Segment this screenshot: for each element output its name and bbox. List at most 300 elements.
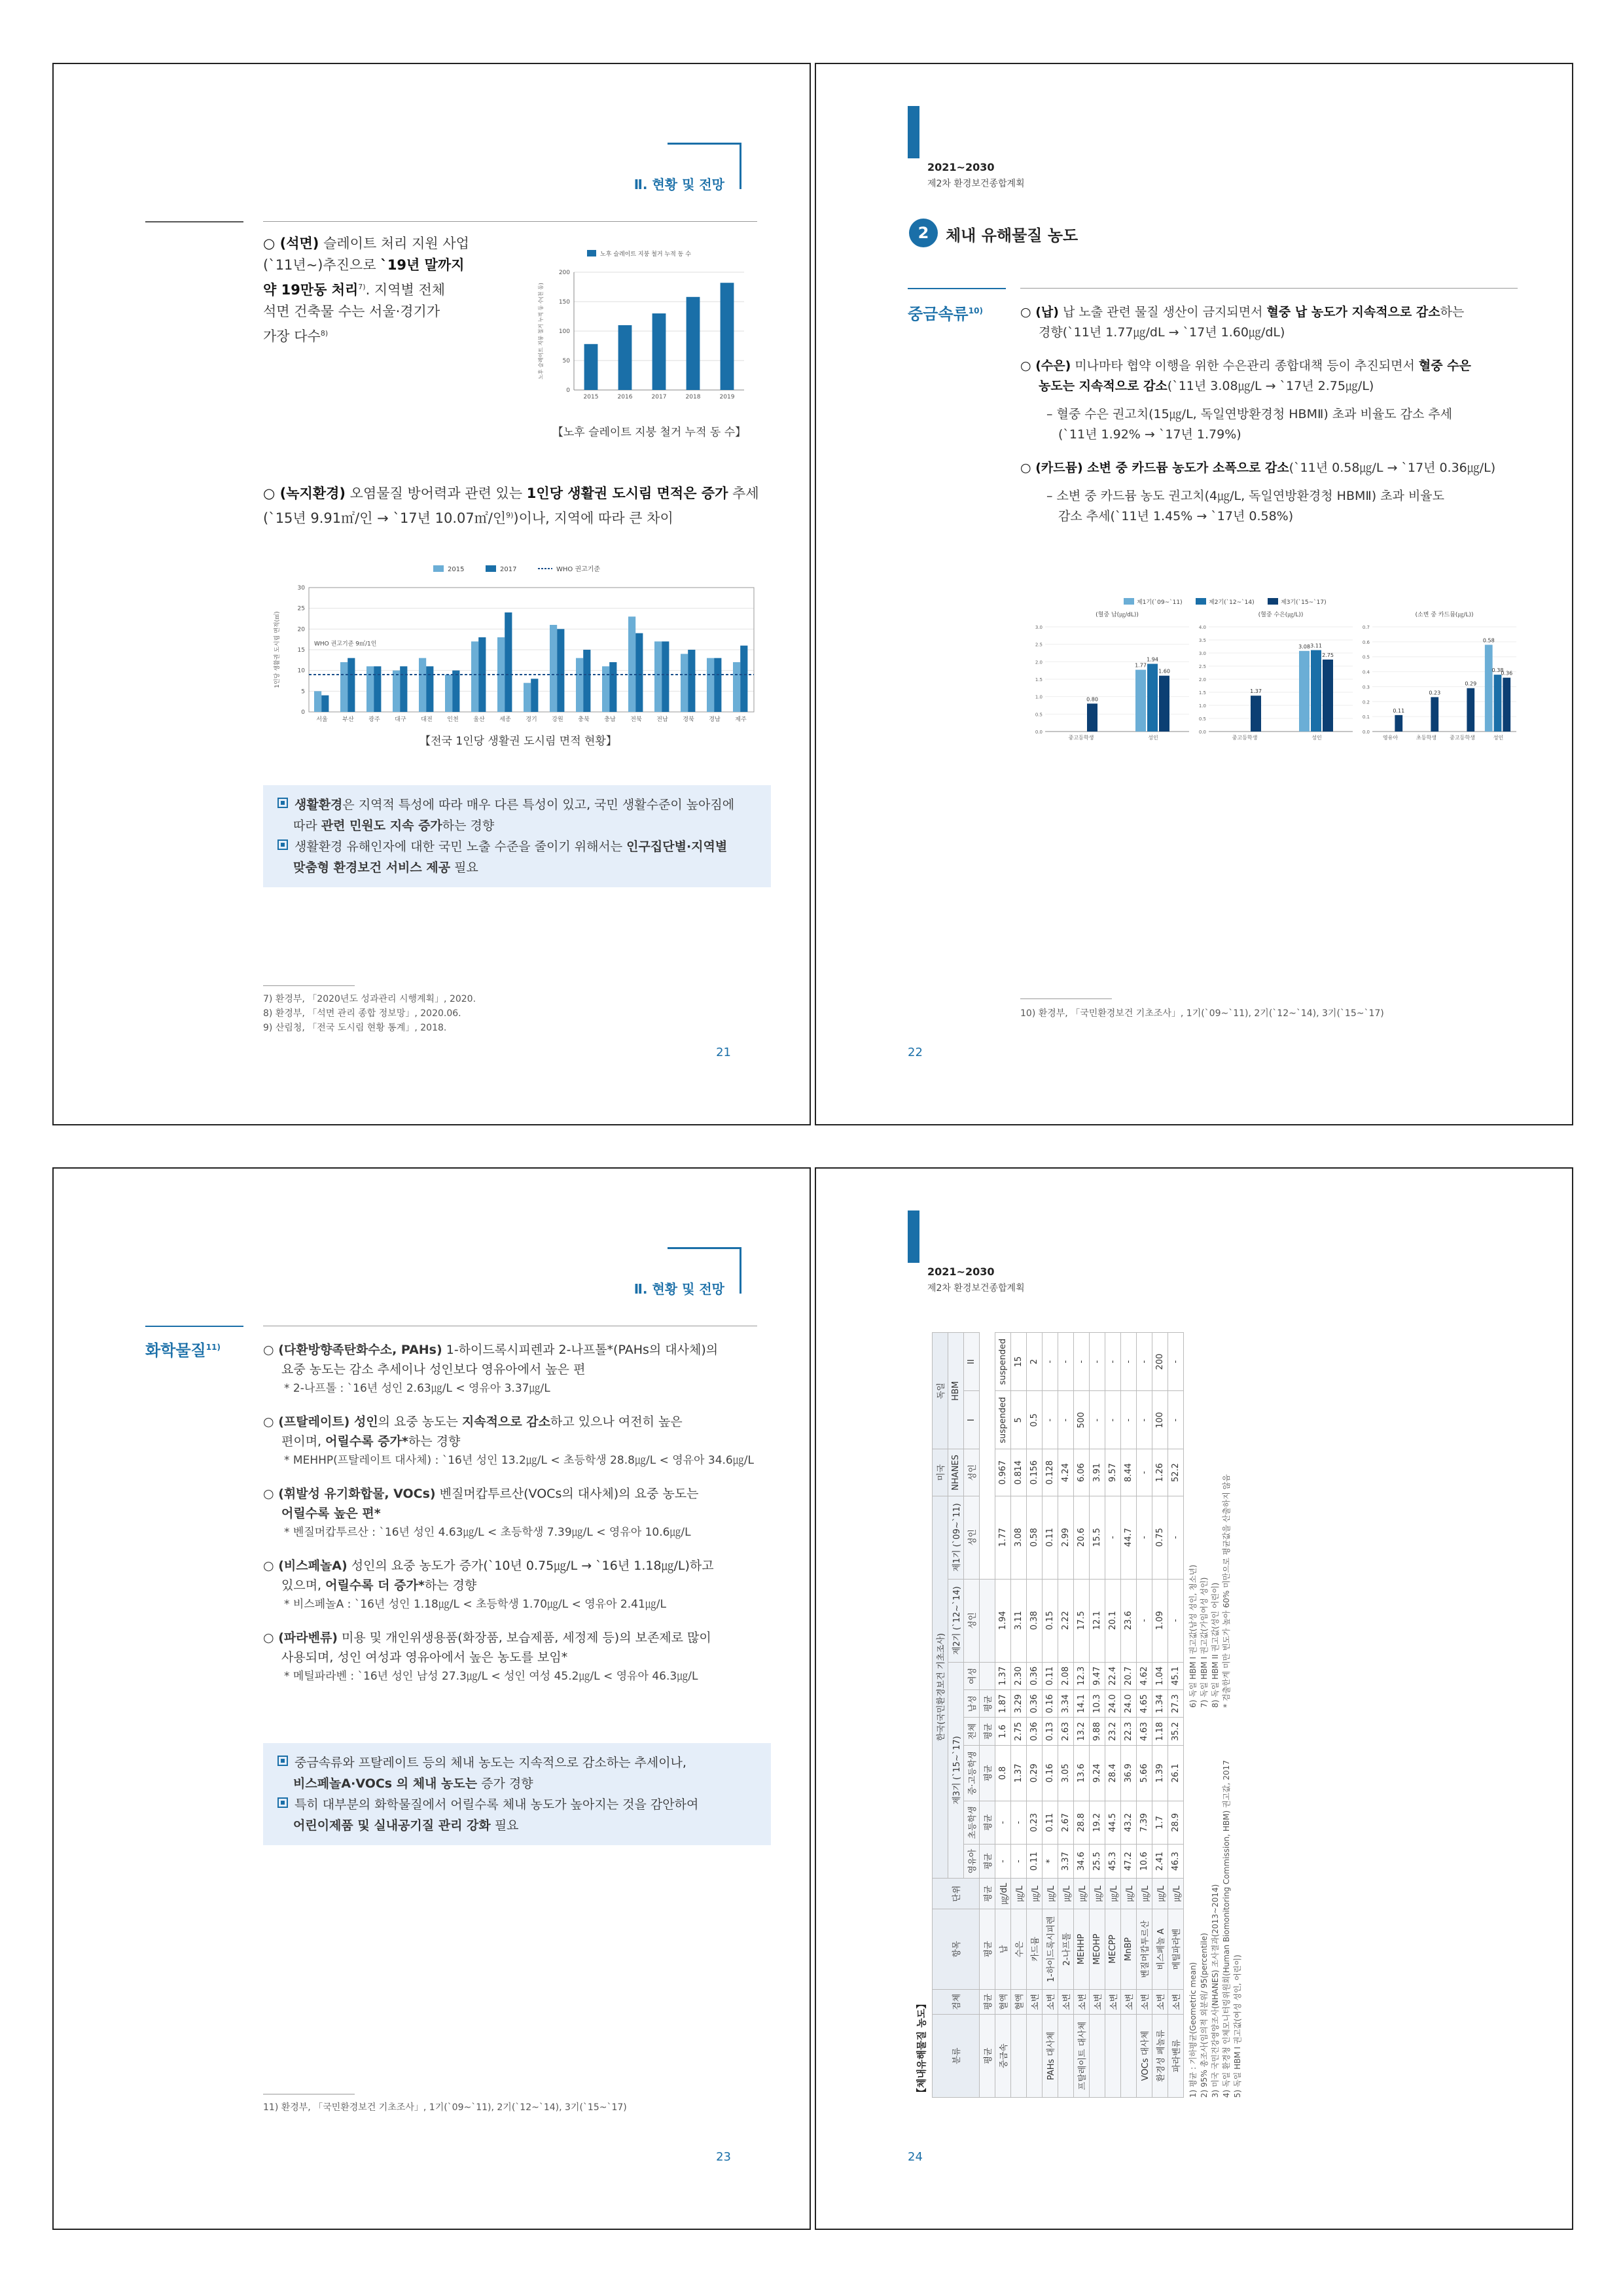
value-cell: 28.4	[1105, 1745, 1121, 1801]
square-bullet-icon	[277, 1797, 288, 1808]
value-cell: 12.3	[1074, 1662, 1090, 1689]
th-korea: 한국(국민환경보건 기초조사)	[933, 1496, 948, 1879]
footnote-divider	[1020, 998, 1112, 999]
value-cell: 27.3	[1168, 1690, 1184, 1718]
table-note: 1) 평균 : 기하평균(Geometric mean)	[1188, 1962, 1198, 2098]
value-cell: 0.967	[995, 1449, 1011, 1496]
table-row	[1137, 1333, 1152, 2098]
value-cell: -	[1168, 1496, 1184, 1579]
legend-swatch-2015	[433, 565, 444, 572]
th-germany: 독일	[933, 1333, 948, 1449]
panel-title: (혈중 납(㎍/dL))	[1096, 612, 1139, 618]
box-l4a: 어린이제품 및 실내공기질 관리 강화	[293, 1818, 491, 1833]
bar	[1323, 660, 1333, 732]
value-cell: 0.8	[995, 1745, 1011, 1801]
row-header-cell: ㎍/L	[1105, 1879, 1121, 1909]
value-cell: 4.65	[1137, 1690, 1152, 1718]
value-cell: 3.29	[1011, 1690, 1027, 1718]
th-stat: 평균	[980, 1909, 995, 1990]
footnote-10: 10) 환경부, 「국민환경보건 기초조사」, 1기(`09~`11), 2기(`12~`14), 3기(`15~`17)	[1020, 1008, 1384, 1019]
table-row	[995, 1333, 1011, 2098]
value-cell: 2.41	[1152, 1845, 1168, 1879]
th-col: 초등학생	[964, 1801, 980, 1844]
phthalate-t1: 의 요중 농도는	[378, 1415, 462, 1429]
value-cell: suspended	[995, 1333, 1011, 1391]
bar-2015	[393, 671, 400, 712]
box-l3: 특히 대부분의 화학물질에서 어릴수록 체내 농도가 높아지는 것을 감안하여	[294, 1797, 699, 1812]
data-label: 2.75	[1322, 652, 1334, 658]
th-specimen: 검체	[933, 1989, 980, 2014]
page-number: 22	[908, 1046, 923, 1059]
row-header-cell: ㎍/L	[1058, 1879, 1074, 1909]
panel-title: (혈중 수은(㎍/L))	[1258, 612, 1304, 618]
th-usa: 미국	[933, 1449, 948, 1496]
row-header-cell	[1011, 2015, 1027, 2098]
x-tick-label: 2016	[617, 394, 633, 400]
paraben-sub: * 메틸파라벤 : `16년 성인 남성 27.3㎍/L < 성인 여성 45.2㎍/L < 영유아 46.3㎍/L	[284, 1670, 698, 1683]
y-tick-label: 0.5	[1362, 654, 1370, 660]
th-col: I	[964, 1391, 980, 1449]
row-header-cell: 1-하이드록시피렌	[1043, 1909, 1058, 1990]
slate-text-4: 석면 건축물 수는 서울·경기가	[263, 304, 440, 319]
square-bullet-icon	[277, 798, 288, 808]
x-tick-label: 인천	[447, 716, 459, 723]
value-cell: -	[1105, 1333, 1121, 1391]
box-l4b: 필요	[450, 860, 478, 875]
row-header-cell: 혈액	[1011, 1989, 1027, 2014]
legend-label: 노후 슬레이트 지붕 철거 누적 동 수	[600, 251, 691, 258]
square-bullet-icon	[277, 1756, 288, 1766]
x-tick-label: 성인	[1311, 735, 1322, 741]
value-cell: 1.37	[1011, 1745, 1027, 1801]
table-row	[1105, 1333, 1121, 2098]
bpa-t2a: 있으며,	[281, 1578, 326, 1593]
page-21	[52, 63, 811, 1125]
data-label: 1.37	[1250, 688, 1262, 695]
box-l2b: 증가 경향	[477, 1776, 533, 1791]
x-tick-label: 2015	[583, 394, 599, 400]
row-header-cell: ㎍/L	[1043, 1879, 1058, 1909]
x-tick-label: 영유아	[1382, 735, 1399, 741]
value-cell: -	[995, 1801, 1011, 1844]
side-divider	[145, 1326, 243, 1327]
table-note: 7) 독일 HBM I 권고값(가임여성 성인)	[1200, 1577, 1209, 1708]
row-header-cell: MECPP	[1105, 1909, 1121, 1990]
bar-2015	[524, 683, 531, 712]
side-divider	[908, 288, 1006, 289]
value-cell: 15.5	[1090, 1496, 1105, 1579]
box-l1a: 생활환경	[294, 798, 343, 812]
row-header-cell: PAHs 대사체	[1043, 2015, 1058, 2098]
value-cell: suspended	[995, 1391, 1011, 1449]
value-cell: 1.26	[1152, 1449, 1168, 1496]
x-tick-label: 중고등학생	[1232, 735, 1258, 741]
value-cell: -	[1168, 1579, 1184, 1662]
bar-2017	[400, 666, 407, 712]
table-note: 8) 독일 HBM II 권고값(성인 어린이)	[1211, 1582, 1220, 1708]
phthalate-b3: 어릴수록 증가*	[325, 1434, 408, 1449]
row-header-cell	[1090, 2015, 1105, 2098]
square-bullet-icon	[277, 839, 288, 850]
green-text-1b: 추세	[728, 486, 759, 501]
x-tick-label: 충북	[578, 716, 590, 723]
value-cell: -	[1105, 1391, 1121, 1449]
summary-box	[263, 1743, 771, 1845]
bar-2015	[707, 658, 714, 712]
value-cell: 0.11	[1043, 1801, 1058, 1844]
value-cell: -	[1137, 1496, 1152, 1579]
row-header-cell: MEHHP	[1074, 1909, 1090, 1990]
th-stat: 평균	[980, 1745, 995, 1801]
data-label: 1.94	[1147, 656, 1158, 663]
table-row	[1168, 1333, 1184, 2098]
x-tick-label: 전북	[630, 716, 642, 723]
x-tick-label: 중고등학생	[1450, 735, 1475, 741]
value-cell: 20.6	[1074, 1496, 1090, 1579]
row-header-cell	[1121, 2015, 1137, 2098]
paraben-t1: 미용 및 개인위생용품(화장품, 보습제품, 세정제 등)의 보존제로 많이	[337, 1631, 711, 1645]
hg-sub-t1: – 혈중 수은 권고치(15㎍/L, 독일연방환경청 HBMⅡ) 초과 비율도 감소 추세	[1046, 407, 1453, 421]
value-cell: 25.5	[1090, 1845, 1105, 1879]
value-cell: 15	[1011, 1333, 1027, 1391]
table-row	[1121, 1333, 1137, 2098]
row-header-cell	[1027, 2015, 1043, 2098]
pb-lead: ○ (납)	[1020, 305, 1059, 319]
row-header-cell: 소변	[1027, 1989, 1043, 2014]
green-bold-1: 1인당 생활권 도시림 면적은 증가	[526, 486, 728, 501]
th-stat	[980, 1579, 995, 1662]
slate-text-1: 슬레이트 처리 지원 사업	[319, 236, 469, 251]
value-cell: 0.36	[1027, 1718, 1043, 1745]
value-cell: 10.6	[1137, 1845, 1152, 1879]
x-tick-label: 충남	[604, 716, 616, 723]
value-cell: -	[1137, 1333, 1152, 1391]
value-cell: 22.3	[1121, 1718, 1137, 1745]
value-cell: 10.3	[1090, 1690, 1105, 1718]
y-tick-label: 1.0	[1035, 694, 1043, 700]
box-l2a: 비스페놀A·VOCs 의 체내 농도는	[293, 1776, 478, 1791]
y-tick-label: 100	[558, 328, 570, 335]
y-tick-label: 0.5	[1035, 712, 1043, 718]
box-l4b: 필요	[490, 1818, 519, 1833]
value-cell: 2.75	[1011, 1718, 1027, 1745]
value-cell: 34.6	[1074, 1845, 1090, 1879]
box-l3b: 인구집단별·지역별	[626, 839, 728, 854]
value-cell: 2.22	[1058, 1579, 1074, 1662]
side-title	[145, 1337, 221, 1360]
row-header-cell: 소변	[1090, 1989, 1105, 2014]
value-cell: 24.0	[1121, 1690, 1137, 1718]
plan-name: 제2차 환경보건종합계획	[927, 179, 1025, 189]
legend-label: 제2기(`12~`14)	[1209, 599, 1255, 606]
x-tick-label: 2018	[685, 394, 701, 400]
value-cell: 28.9	[1168, 1801, 1184, 1844]
y-tick-label: 0.7	[1362, 625, 1370, 630]
value-cell: 0.156	[1027, 1449, 1043, 1496]
bar-2017	[531, 679, 538, 712]
pahs-t1: 1-하이드록시피렌과 2-나프톨*(PAHs의 대사체)의	[442, 1343, 719, 1357]
row-header-cell: 소변	[1074, 1989, 1090, 2014]
x-tick-label: 경북	[683, 716, 694, 723]
legend-label: 제3기(`15~`17)	[1281, 599, 1327, 606]
x-tick-label: 강원	[552, 716, 563, 723]
value-cell: 0.11	[1043, 1496, 1058, 1579]
data-label: 0.11	[1393, 707, 1405, 714]
value-cell: -	[1121, 1333, 1137, 1391]
header-accent-bar	[908, 106, 919, 158]
bar	[1135, 670, 1146, 732]
box-l2a: 따라	[293, 819, 321, 833]
bar-2015	[628, 616, 635, 712]
th-unit: 단위	[933, 1879, 980, 1909]
value-cell: 1.7	[1152, 1801, 1168, 1844]
x-tick-label: 대구	[395, 716, 406, 723]
value-cell: -	[1121, 1391, 1137, 1449]
pb-t2: 경향(`11년 1.77㎍/dL → `17년 1.60㎍/dL)	[1039, 325, 1285, 340]
bar-2015	[340, 662, 348, 712]
value-cell: 100	[1152, 1391, 1168, 1449]
value-cell: 9.24	[1090, 1745, 1105, 1801]
row-header-cell: ㎍/L	[1090, 1879, 1105, 1909]
bar-2017	[321, 696, 329, 712]
value-cell: 13.6	[1074, 1745, 1090, 1801]
footnote-9: 9) 산림청, 「전국 도시림 현황 통계」, 2018.	[263, 1023, 447, 1033]
th-col: 남성	[964, 1690, 980, 1718]
pb-b1: 혈중 납 농도가 지속적으로 감소	[1266, 305, 1440, 319]
y-tick-label: 25	[297, 605, 305, 612]
y-tick-label: 1.5	[1198, 690, 1206, 696]
divider-short	[145, 221, 243, 222]
x-tick-label: 경기	[526, 716, 537, 723]
value-cell: 5.66	[1137, 1745, 1152, 1801]
pahs-lead: ○ (다환방향족탄화수소, PAHs)	[263, 1343, 442, 1357]
slate-bold-2: `19년 말까지	[380, 257, 465, 273]
legend-swatch-2017	[486, 565, 496, 572]
value-cell: 14.1	[1074, 1690, 1090, 1718]
row-header-cell: 소변	[1105, 1989, 1121, 2014]
value-cell: 1.77	[995, 1496, 1011, 1579]
bar-2015	[366, 666, 374, 712]
data-label: 0.36	[1501, 670, 1513, 677]
table-frame	[914, 1326, 1451, 2098]
value-cell: 3.05	[1058, 1745, 1074, 1801]
value-cell: 3.91	[1090, 1449, 1105, 1496]
forest-chart-caption: 【전국 1인당 생활권 도시림 면적 현황】	[419, 735, 617, 748]
row-header-cell: 2-나프톨	[1058, 1909, 1074, 1990]
bar	[1087, 703, 1097, 732]
value-cell: -	[1058, 1391, 1074, 1449]
green-text-1: 오염물질 방어력과 관련 있는	[345, 486, 527, 501]
data-label: 3.11	[1310, 643, 1322, 649]
value-cell: 0.58	[1027, 1496, 1043, 1579]
row-header-cell: ㎍/dL	[995, 1879, 1011, 1909]
value-cell: 20.1	[1105, 1579, 1121, 1662]
data-label: 1.60	[1158, 668, 1170, 675]
bar	[1147, 664, 1158, 732]
value-cell: 0.15	[1043, 1579, 1058, 1662]
green-lead: ○ (녹지환경)	[263, 486, 346, 501]
slate-lead: ○ (석면)	[263, 236, 319, 251]
footnote-divider	[263, 985, 355, 986]
phthalate-t1b: 하고 있으나 여전히 높은	[550, 1415, 683, 1429]
bar-2015	[419, 658, 426, 712]
value-cell: -	[995, 1845, 1011, 1879]
th-stat: 평균	[980, 1801, 995, 1844]
table-note: 6) 독일 HBM I 권고값(남성 성인, 청소년)	[1188, 1564, 1198, 1708]
x-tick-label: 경남	[709, 716, 721, 723]
bar-2017	[662, 641, 669, 712]
value-cell: 200	[1152, 1333, 1168, 1391]
value-cell: 0.23	[1027, 1801, 1043, 1844]
hg-b1: 혈중 수은	[1418, 359, 1471, 373]
y-tick-label: 15	[297, 647, 305, 654]
bar	[1467, 688, 1474, 732]
row-header-cell: 수은	[1011, 1909, 1027, 1990]
value-cell: 0.16	[1043, 1745, 1058, 1801]
bar-2015	[445, 675, 452, 712]
divider-long	[263, 221, 757, 222]
slate-bold-3: 약 19만동 처리	[263, 282, 359, 298]
y-axis-label: 노후 슬레이트 지붕 철거 누적 동 수(천 동)	[538, 283, 544, 380]
x-tick-label: 울산	[473, 716, 485, 723]
data-label: 0.80	[1086, 696, 1098, 703]
value-cell: 22.4	[1105, 1662, 1121, 1689]
x-tick-label: 부산	[342, 716, 354, 723]
bar-2017	[426, 666, 433, 712]
chapter-header: Ⅱ. 현황 및 전망	[633, 1281, 724, 1297]
data-label: 0.58	[1482, 637, 1495, 644]
value-cell: 1.39	[1152, 1745, 1168, 1801]
y-tick-label: 2.0	[1198, 677, 1206, 682]
value-cell: 1.04	[1152, 1662, 1168, 1689]
th-col: 중·고등학생	[964, 1745, 980, 1801]
value-cell: 44.7	[1121, 1496, 1137, 1579]
row-header-cell: 소변	[1121, 1989, 1137, 2014]
data-label: 0.29	[1465, 680, 1477, 687]
cd-sub-t2: 감소 추세(`11년 1.45% → `17년 0.58%)	[1058, 509, 1294, 523]
footnote-7: 7) 환경부, 「2020년도 성과관리 시행계획」, 2020.	[263, 994, 476, 1004]
row-header-cell: 비스페놀 A	[1152, 1909, 1168, 1990]
bar	[1485, 645, 1493, 732]
vocs-lead: ○ (휘발성 유기화합물, VOCs)	[263, 1487, 436, 1501]
bar-2015	[471, 641, 478, 712]
green-text-2b: )이나, 지역에 따라 큰 차이	[513, 510, 673, 526]
row-header-cell: VOCs 대사체	[1137, 2015, 1152, 2098]
value-cell: -	[1168, 1391, 1184, 1449]
slate-text-2: (`11년~)추진으로	[263, 257, 381, 273]
th-stat: 평균	[980, 1989, 995, 2014]
cd-t1: (`11년 0.58㎍/L → `17년 0.36㎍/L)	[1289, 461, 1496, 475]
value-cell: 1.18	[1152, 1718, 1168, 1745]
row-header-cell: 소변	[1058, 1989, 1074, 2014]
row-header-cell: 카드뮴	[1027, 1909, 1043, 1990]
hg-b2: 농도는 지속적으로 감소	[1039, 379, 1168, 393]
value-cell: 9.88	[1090, 1718, 1105, 1745]
y-tick-label: 0.3	[1362, 684, 1370, 690]
bar-2015	[576, 658, 583, 712]
x-tick-label: 초등학생	[1416, 735, 1436, 741]
heavy-metal-text	[1020, 302, 1524, 527]
y-tick-label: 1.0	[1198, 703, 1206, 709]
value-cell: 23.6	[1121, 1579, 1137, 1662]
y-tick-label: 3.5	[1198, 638, 1206, 643]
page-22	[815, 63, 1573, 1125]
y-tick-label: 200	[558, 270, 570, 276]
side-sup: 10)	[968, 306, 983, 315]
value-cell: 1.6	[995, 1718, 1011, 1745]
bar	[618, 325, 632, 390]
bar-2017	[740, 646, 747, 712]
row-header-cell: ㎍/L	[1121, 1879, 1137, 1909]
bar-2017	[688, 650, 695, 712]
bar-2015	[314, 691, 321, 712]
table-row	[1027, 1333, 1043, 2098]
data-label: 0.38	[1491, 667, 1504, 674]
y-tick-label: 0.1	[1362, 715, 1370, 720]
bpa-t1: 성인의 요중 농도가 증가(`10년 0.75㎍/L → `16년 1.18㎍/L)하고	[347, 1559, 714, 1573]
th-col: 영유아	[964, 1845, 980, 1879]
value-cell: -	[1090, 1391, 1105, 1449]
panel-title: (소변 중 카드뮴(㎍/L))	[1415, 612, 1474, 618]
value-cell: 36.9	[1121, 1745, 1137, 1801]
box-l2b: 관련 민원도 지속 증가	[321, 819, 442, 833]
value-cell: 2.67	[1058, 1801, 1074, 1844]
hg-t1: 미나마타 협약 이행을 위한 수은관리 종합대책 등이 추진되면서	[1071, 359, 1419, 373]
legend-label: 제1기(`09~`11)	[1137, 599, 1183, 606]
table-row	[1043, 1333, 1058, 2098]
phthalate-sub: * MEHHP(프탈레이트 대사체) : `16년 성인 13.2㎍/L < 초등학생 28.8㎍/L < 영유아 34.6㎍/L	[284, 1454, 754, 1467]
value-cell: -	[1043, 1333, 1058, 1391]
table-note: * 검출한계 미만 빈도가 높아 60% 미만으로 평균값을 산출하지 않음	[1222, 1474, 1231, 1708]
bar-2017	[583, 650, 590, 712]
value-cell: 47.2	[1121, 1845, 1137, 1879]
bar	[1395, 715, 1402, 732]
value-cell: 0.13	[1043, 1718, 1058, 1745]
value-cell: 3.08	[1011, 1496, 1027, 1579]
paraben-lead: ○ (파라벤류)	[263, 1631, 338, 1645]
value-cell: 26.1	[1168, 1745, 1184, 1801]
data-label: 0.23	[1429, 690, 1441, 696]
bar	[721, 283, 734, 390]
bar-2017	[505, 612, 512, 712]
row-header-cell: ㎍/L	[1137, 1879, 1152, 1909]
x-tick-label: 광주	[368, 716, 380, 723]
th-col: 성인	[964, 1579, 980, 1662]
row-header-cell: 중금속	[995, 2015, 1011, 2098]
th-phase3: 제3기 (`15~`17)	[948, 1662, 964, 1879]
bar	[687, 297, 700, 390]
row-header-cell: 환경성 페놀류	[1152, 2015, 1168, 2098]
y-tick-label: 0.6	[1362, 639, 1370, 645]
bar	[1494, 675, 1502, 732]
page-24	[815, 1167, 1573, 2230]
value-cell: 0.16	[1043, 1690, 1058, 1718]
row-header-cell: 프탈레이트 대사체	[1074, 2015, 1090, 2098]
row-header-cell: 납	[995, 1909, 1011, 1990]
row-header-cell: 메틸파라벤	[1168, 1909, 1184, 1990]
th-stat: 평균	[980, 1690, 995, 1718]
y-tick-label: 50	[562, 358, 570, 364]
bar-2017	[609, 662, 616, 712]
y-tick-label: 4.0	[1198, 625, 1206, 630]
green-text-2: (`15년 9.91㎡/인 → `17년 10.07㎡/인	[263, 510, 507, 526]
phthalate-lead: ○ (프탈레이트)	[263, 1415, 350, 1429]
value-cell: 1.94	[995, 1579, 1011, 1662]
th-nhanes: NHANES	[948, 1449, 964, 1496]
side-title	[908, 301, 983, 324]
row-header-cell	[1058, 2015, 1074, 2098]
y-tick-label: 0.0	[1035, 730, 1043, 735]
